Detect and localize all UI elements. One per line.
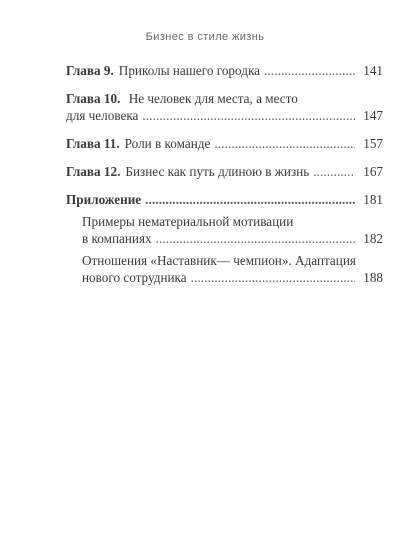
toc-entry-chapter-10	[66, 90, 383, 124]
chapter-label: Глава 12.	[66, 164, 121, 179]
subentry-title-line1: Примеры нематериальной мотивации	[82, 214, 294, 229]
page-number: 181	[363, 192, 383, 207]
chapter-title-line1: Не человек для места, а место	[128, 91, 298, 106]
table-of-contents	[66, 62, 383, 291]
page-number: 188	[363, 270, 383, 285]
dot-leader	[214, 135, 355, 152]
dot-leader	[145, 191, 355, 208]
chapter-label: Глава 9.	[66, 63, 114, 78]
page-number: 157	[363, 136, 383, 151]
subentry-title-line1: Отношения «Наставник— чемпион». Адаптация	[82, 253, 356, 268]
subentry-title-line2: нового сотрудника	[82, 270, 187, 285]
toc-entry-chapter-11	[66, 135, 383, 152]
toc-entry-chapter-9	[66, 62, 383, 79]
dot-leader	[313, 163, 355, 180]
chapter-title-line2: для человека	[66, 108, 139, 123]
chapter-label: Глава 10.	[66, 91, 121, 106]
chapter-label: Глава 11.	[66, 136, 120, 151]
toc-subentry-motivation	[66, 213, 383, 247]
toc-subentry-mentor	[66, 252, 383, 286]
running-head: Бизнес в стиле жизнь	[145, 31, 265, 43]
dot-leader	[156, 230, 355, 247]
page-number: 141	[363, 63, 383, 78]
subentry-title-line2: в компаниях	[82, 231, 152, 246]
dot-leader	[142, 107, 355, 124]
page-number: 167	[363, 164, 383, 179]
dot-leader	[191, 269, 355, 286]
chapter-title: Бизнес как путь длиною в жизнь	[125, 164, 310, 179]
page-number: 182	[363, 231, 383, 246]
chapter-title: Приколы нашего городка	[118, 63, 261, 78]
appendix-title: Приложение	[66, 192, 142, 207]
chapter-title: Роли в команде	[124, 136, 211, 151]
toc-entry-appendix	[66, 191, 383, 208]
dot-leader	[264, 62, 355, 79]
page-number: 147	[363, 108, 383, 123]
toc-entry-chapter-12	[66, 163, 383, 180]
